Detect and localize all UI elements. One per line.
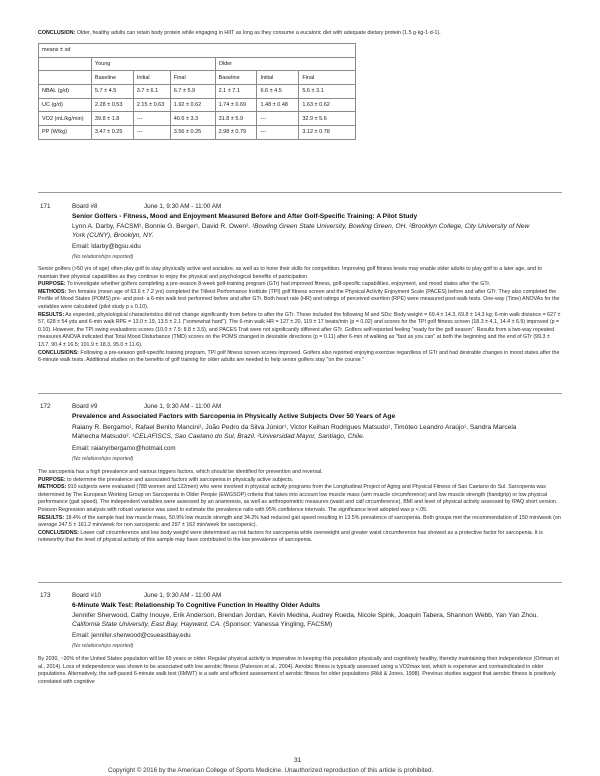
table-row bbox=[39, 112, 356, 126]
table-cell: 2.15 ± 0.63 bbox=[133, 98, 170, 112]
abstract-intro: By 2030, ~20% of the United States population will be 65 years or older. Regular physical activity is imperative in keeping this population physically and cognitively healthy, thereby maintaining their independence (Ortman et al., 2014). Loss of independence was shown to be associated with low aerobic fitness (Paterson et al., 2004). Aerobic fitness is typically assessed using a VO2max test, which is expensive and contraindicated in older populations. Alternatively, the self-paced 6-minute walk test (6MWT) is a safe and efficient assessment of aerobic fitness for older populations (Rikli & Jones, 1998). Previous studies suggest that aerobic fitness is positively correlated with cognitive bbox=[38, 656, 559, 685]
abstract-intro: Senior golfers (>50 yrs of age) often play golf to stay physically active and socialize, as well as to hone their skills for competition. Improving golf fitness levels may enable older adults to play golf to a later age, and to maintain their physical capabilities as they continue to enjoy the physical and psychological benefits of participation. bbox=[38, 266, 542, 280]
copyright-footer: Copyright © 2016 by the American College of Sports Medicine. Unauthorized reproduction of this article is prohibited. bbox=[108, 767, 434, 774]
subheader: Baseline bbox=[91, 71, 133, 85]
subheader: Baseline bbox=[215, 71, 257, 85]
table-cell: 3.7 ± 6.1 bbox=[133, 85, 170, 99]
session-time: June 1, 9:30 AM - 11:00 AM bbox=[144, 592, 222, 599]
no-relationships-note: (No relationships reported) bbox=[72, 254, 134, 260]
table-cell: 39.8 ± 1.8 bbox=[91, 112, 133, 126]
table-cell: 5.7 ± 4.5 bbox=[91, 85, 133, 99]
abstract-meta bbox=[72, 592, 221, 599]
subheader: Initial bbox=[133, 71, 170, 85]
table-cell: 1.92 ± 0.62 bbox=[170, 98, 215, 112]
divider bbox=[38, 582, 562, 583]
divider bbox=[38, 393, 562, 394]
no-relationships-note: (No relationships reported) bbox=[72, 456, 134, 462]
table-row bbox=[39, 126, 356, 140]
table-cell: 5.6 ± 3.1 bbox=[299, 85, 356, 99]
abstract-title: 6-Minute Walk Test: Relationship To Cognitive Function In Healthy Older Adults bbox=[72, 602, 321, 609]
abstract-email: Email: jennifer.sherwood@csueastbay.edu bbox=[72, 632, 191, 639]
table-cell: 40.6 ± 3.3 bbox=[170, 112, 215, 126]
table-cell: 32.9 ± 5.6 bbox=[299, 112, 356, 126]
table-cell: 2.98 ± 0.79 bbox=[215, 126, 257, 140]
table-row bbox=[39, 98, 356, 112]
subheader: Final bbox=[170, 71, 215, 85]
table-cell: --- bbox=[133, 112, 170, 126]
divider bbox=[38, 192, 562, 193]
group-young: Young bbox=[91, 57, 215, 71]
table-cell: 1.48 ± 0.48 bbox=[257, 98, 299, 112]
table-cell: 1.63 ± 0.62 bbox=[299, 98, 356, 112]
table-group-row bbox=[39, 57, 356, 71]
abstract-title: Prevalence and Associated Factors with Sarcopenia in Physically Active Subjects Over 50 Years of Age bbox=[72, 413, 396, 420]
abstract-email: Email: ldarby@bgsu.edu bbox=[72, 243, 141, 250]
no-relationships-note: (No relationships reported) bbox=[72, 643, 134, 649]
table-cell: 2.1 ± 7.1 bbox=[215, 85, 257, 99]
abstract-intro: The sarcopenia has a high prevalence and various triggers factors, which should be identified for prevention and reversal. bbox=[38, 469, 323, 475]
table-cell: --- bbox=[257, 112, 299, 126]
table-cell: --- bbox=[257, 126, 299, 140]
abstract-authors: Raiany R. Bergamo¹, Rafael Benito Mancini¹, João Pedro da Silva Júnior¹, Victor Keihan Rodrigues Matsudo¹, Timóteo Leandro Araújo¹, Sandra Marcela Mahecha Matsudo². ¹CELAFISCS, Sao Caetano do Sul, Brazil. ²Universidad Mayor, Santiago, Chile. bbox=[72, 424, 517, 440]
results-table bbox=[38, 43, 356, 140]
abstract-email: Email: raianyrbergamo@hotmail.com bbox=[72, 445, 176, 452]
board-label: Board #9 bbox=[72, 403, 98, 410]
table-caption: means ± sd bbox=[39, 44, 356, 58]
board-label: Board #10 bbox=[72, 592, 102, 599]
subheader: Final bbox=[299, 71, 356, 85]
session-time: June 1, 9:30 AM - 11:00 AM bbox=[144, 203, 222, 210]
abstract-body: Senior golfers (>50 yrs of age) often play golf to stay physically active and socialize, as well as to hone their skills for competition. Improving golf fitness levels may enable older adults to play golf to a later age, and to maintain their physical capabilities as they continue to enjoy the physical and psychological benefits of participation. PURPOSE: To investigate whether golfers completing a pre-season 8-week golf-training program (GTr) had improved fitness, golf-specific capabilities, enjoyment, and mood states after the GTr. METHODS: Ten females (mean age of 63.6 ± 7.2 yrs) completed the Titleist Performance Institute (TPI) golf fitness screen and the Physical Activity Enjoyment Scale (PACES) before and after GTr. They also completed the Profile of Mood States (POMS) pre- and post- a 6-min walk test performed before and after GTr. Both heart rate (HR) and ratings of perceived exertion (RPE) were measured post-walk tests. One-way (Time) ANOVAs for the variables were calculated (pilot study p ≤ 0.10). RESULTS: As expected, physiological characteristics did not change significantly from before to after the GTr. These included the following M and SDs: Body weight = 69.4 ± 14.3, 69.8 ± 14.3 kg; 6-min walk distance = 627 ± 57, 628 ± 54 yds and 6-min walk RPE = 13.0 ± 19, 13.5 ± 2.1 ("somewhat hard"). The 6-min walk HR = 127 ± 20, 119 ± 17 beats/min (p = 0.02) and scores for the TPI golf fitness screen (18.3 ± 4.1, 14.4 ± 6.9) improved (p = 0.10). However, the TPI swing evaluations scores (10.0 ± 7.5; 8.8 ± 3.5), and PACES Trait were not significantly different after GTr. Golfers self-reported feeling "ready for the golf season". Results from a two-way repeated measures ANOVA indicated that Total Mood Disturbance (TMD) scores on the POMS changed in desirable directions (p = 0.11) after 6-min of walking as "fast as you can" at both the beginning and the end of GTr (99.3 ± 13.7, 90.4 ± 16.5; 101.9 ± 18.3, 95.0 ± 11.6). CONCLUSIONS: Following a pre-season golf-specific training program, TPI golf fitness screen scores improved. Golfers also reported enjoying exercise regardless of GTr and had desirable changes in mood states after the 6-minute walk tests. Additional studies on the benefits of golf training for older adults are needed to help senior golfers stay "on the course." bbox=[38, 266, 561, 364]
abstract-authors: Jennifer Sherwood, Cathy Inouye, Erik Anderson, Brendan Jordan, Kevin Medina, Audrey Rueda, Nicole Spink, Joaquin Tabera, Shannon Webb, Yan Yan Zhou. California State University, East Bay, Hayward, CA. (Sponsor: Vanessa Yingling, FACSM) bbox=[72, 612, 539, 628]
abstract-body bbox=[38, 656, 562, 686]
page-number: 31 bbox=[294, 757, 302, 764]
prev-conclusion: CONCLUSION: Older, healthy adults can retain body protein while engaging in HIIT as long as they consume a eucaloric diet with adequate dietary protein (1.5 g·kg-1·d-1). bbox=[38, 30, 441, 36]
table-cell: 6.6 ± 4.5 bbox=[257, 85, 299, 99]
abstract-body: The sarcopenia has a high prevalence and various triggers factors, which should be identified for prevention and reversal. PURPOSE: to determine the prevalence and associated factors with sarcopenia in physically active subjects. METHODS: 910 subjects were evaluated (788 women and 122men) who were involved in physical activity programs from the Longitudinal Project of Aging and Physical Fitness of Sao Caetano do Sul. Sarcopenia was determined by The European Working Group on Sarcopenia in Older People (EWGSOP) criteria that takes into account low muscle mass (arm muscle circumference) and low muscle strength (handgrip) or low physical performance (gait speed). The independent variables were assessed by an anamnesis, as well as anthropometric measures (waist and calf circumference), BMI and level of physical activity assessed by IPAQ short version. Poisson Regression analysis with robust variance was used to estimate the prevalence ratio with 95% confidence intervals. The significance level adopted was p <.05. RESULTS: 18.4% of the sample had low muscle mass, 50.9% low muscle strength and 34.2% had reduced gait speed resulting in 13.5% prevalence of sarcopenia. Both groups met the recommendation of 150 min/week (on average 247.5 ± 161.2 min/week for non sarcopenic and 297 ± 162 min/week for sarcopenic). CONCLUSIONS: Lower calf circumference and low body weight were determined as risk factors for sarcopenia while overweight and greater waist circumference has showed as a protective factor for sarcopenia. It is noteworthy that the level of physical activity of this sample may have contributed to the low prevalence of sarcopenia. bbox=[38, 469, 561, 544]
row-label: UC (g/d) bbox=[39, 98, 92, 112]
row-label: VO2 (mL/kg/min) bbox=[39, 112, 92, 126]
row-label: PP (W/kg) bbox=[39, 126, 92, 140]
abstract-meta bbox=[72, 403, 221, 410]
table-cell: 3.12 ± 0.78 bbox=[299, 126, 356, 140]
table-subheader-row bbox=[39, 71, 356, 85]
table-cell: 3.56 ± 0.25 bbox=[170, 126, 215, 140]
table-cell: --- bbox=[133, 126, 170, 140]
abstract-authors: Lynn A. Darby, FACSM¹, Bonnie G. Berger¹, David R. Owen². ¹Bowling Green State University, Bowling Green, OH. ²Brooklyn College, City University of New York (CUNY), Brooklyn, NY. bbox=[72, 223, 530, 239]
abstract-number: 172 bbox=[40, 403, 51, 410]
abstract-meta bbox=[72, 203, 221, 210]
abstract-title: Senior Golfers - Fitness, Mood and Enjoyment Measured Before and After Golf-Specific Training: A Pilot Study bbox=[72, 213, 418, 220]
group-older: Older bbox=[215, 57, 355, 71]
table-cell: 2.28 ± 0.53 bbox=[91, 98, 133, 112]
table-row bbox=[39, 85, 356, 99]
table-cell: 6.7 ± 5.9 bbox=[170, 85, 215, 99]
table-cell: 3.47 ± 0.25 bbox=[91, 126, 133, 140]
table-cell: 31.8 ± 5.9 bbox=[215, 112, 257, 126]
abstract-number: 171 bbox=[40, 203, 51, 210]
table-caption-row bbox=[39, 44, 356, 58]
session-time: June 1, 9:30 AM - 11:00 AM bbox=[144, 403, 222, 410]
row-label: NBAL (g/d) bbox=[39, 85, 92, 99]
table-cell: 1.74 ± 0.69 bbox=[215, 98, 257, 112]
board-label: Board #8 bbox=[72, 203, 98, 210]
subheader: Initial bbox=[257, 71, 299, 85]
abstract-number: 173 bbox=[40, 592, 51, 599]
